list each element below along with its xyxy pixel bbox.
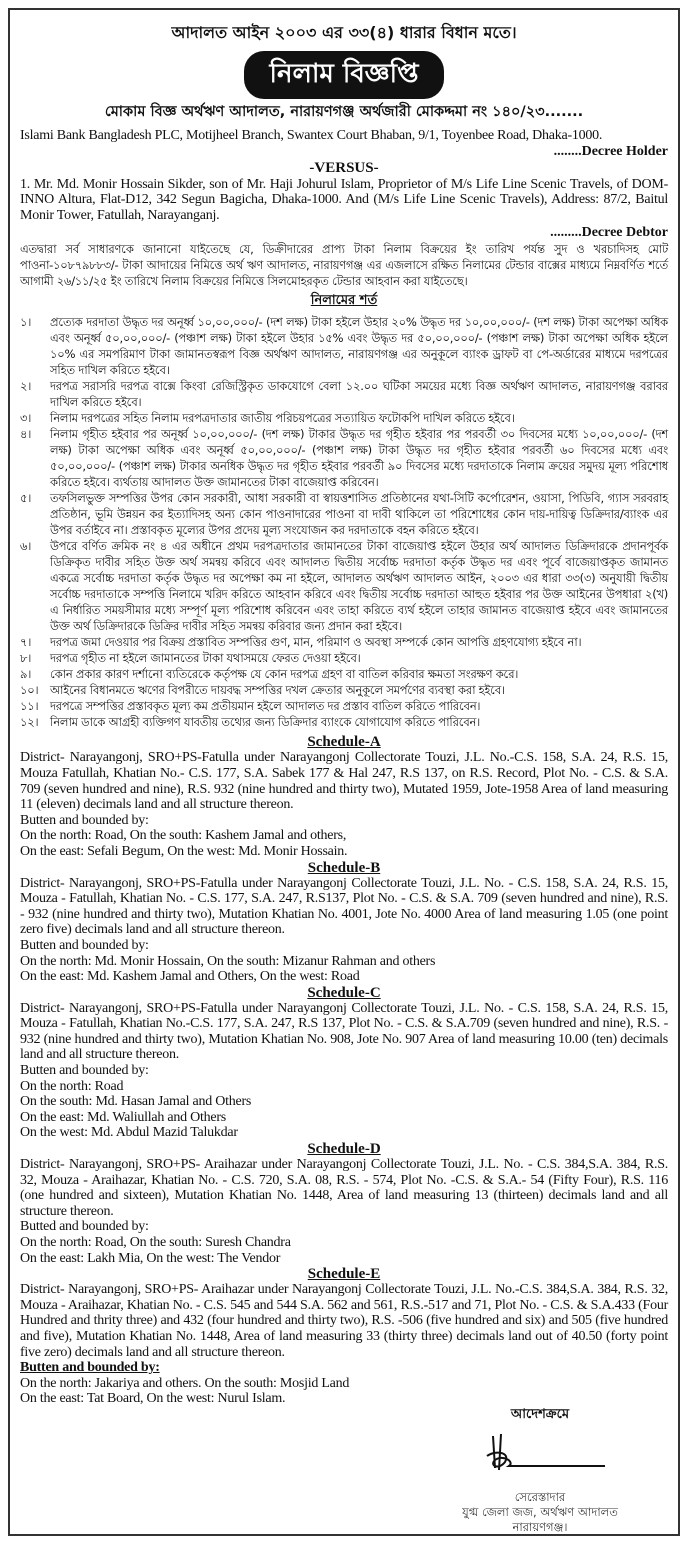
signature-block [430, 1405, 650, 1535]
condition-number: ৮। [20, 651, 32, 666]
boundary-line: On the east: Sefali Begum, On the west: Md. Monir Hossain. [20, 843, 348, 859]
condition-number: ৩। [20, 411, 32, 426]
condition-text: প্রত্যেক দরদাতা উদ্ধৃত দর অনূর্ধ্ব ১০,০০,০০০/- (দশ লক্ষ) টাকা হইলে উহার ২০% উদ্ধৃত দর ১০,০০,০০০/- (দশ লক্ষ) টাকা অপেক্ষা অধিক এবং অনূর্ধ্ব ৫০,০০,০০০/- (পঞ্চাশ লক্ষ) টাকা হইলে উহার ১৫% এবং উদ্ধৃত দর ৫০,০০,০০০/- (পঞ্চাশ লক্ষ) টাকা অপেক্ষা অধিক হইলে ১০% এর সমপরিমাণ টাকা জামানতস্বরূপ বিজ্ঞ অর্থঋণ আদালত, নারায়ণগঞ্জ এর অনুকূলে ব্যাংক ড্রাফট বা পে-অর্ডারের মাধ্যমে দরপত্রের সহিত দাখিল করিতে হইবে। [50, 315, 668, 378]
decree-holder: Islami Bank Bangladesh PLC, Motijheel Branch, Swantex Court Bhaban, 9/1, Toyenbee Road, Dhaka-1000. [20, 128, 603, 143]
legal-basis-line: আদালত আইন ২০০৩ এর ৩৩(৪) ধারার বিধান মতে। [171, 23, 517, 42]
bounded-by-label: Butten and bounded by: [20, 1063, 149, 1079]
condition-text: আইনের বিধানমতে ঋণের বিপরীতে দায়বদ্ধ সম্পত্তির দখল ক্রেতার অনুকূলে সমর্পণের ব্যবস্থা করা হইবে। [50, 683, 505, 698]
condition-text: উপরে বর্ণিত ক্রমিক নং ৪ এর অধীনে প্রথম দরপত্রদাতার জামানতের টাকা বাজেয়াপ্ত হইলে উহার অর্থ আদালত ডিক্রিদারকে প্রদানপূর্বক ডিক্রিকৃত দাবীর সহিত উক্ত অর্থ সমন্বয় করিবে এবং আদালত দ্বিতীয় সর্বোচ্চ দরদাতা কর্তৃক উদ্ধৃত দর এবং পূর্বে বাজেয়াপ্তকৃত জামানত একত্রে সর্বোচ্চ দরদাতা কর্তৃক উদ্ধৃত দর অপেক্ষা কম না হইলে, আদালত অর্থঋণ আদালত আইন, ২০০৩ এর ধারা ৩৩(৩) অনুযায়ী দ্বিতীয় সর্বোচ্চ দরদাতাকে সম্পত্তি নিলামে খরিদ করিতে আহবান করিবে এবং দ্বিতীয় সর্বোচ্চ দরদাতা আহুত হইবার পর উক্ত আইনের উপধারা ২(খ) এ নির্ধারিত সময়সীমার মধ্যে সম্পূর্ণ মূল্য পরিশোধ করিবেন এবং তাহা করিতে ব্যর্থ হইলে তাহার জামানত বাজেয়াপ্ত হইবে এবং জামানতের উক্ত অর্থ ডিক্রিদারকে ডিক্রির দাবীর সহিত সমন্বয় করিবার জন্য প্রদান করা হইবে। [50, 539, 668, 634]
schedule-description: District- Narayangonj, SRO+PS-Fatulla under Narayangonj Collectorate Touzi, J.L. No.-C.S. 158, S.A. 24, R.S. 15, Mouza Fatullah, Khatian No.- C.S. 177, S.A. Sabek 177 & Hal 247, R.S 137, on R.S. Record, Plot No. - C.S. & S.A. 709 (seven hundred and nine), R.S. 932 (nine hundred and thirty two), Mutated 1959, Jote-1958 Area of land measuring 11 (eleven) decimals land and all structure thereon. [20, 750, 668, 813]
condition-text: নিলাম গৃহীত হইবার পর অনূর্ধ্ব ১০,০০,০০০/- (দশ লক্ষ) টাকার উদ্ধৃত দর গৃহীত হইবার পর পরবর্তী ৩০ দিবসের মধ্যে ১০,০০,০০০/- (দশ লক্ষ) টাকা অপেক্ষা অধিক এবং অনূর্ধ্ব ৫০,০০,০০০/- (পঞ্চাশ লক্ষ) টাকা উদ্ধৃত দর গৃহীত হইবার পরবর্তী ৬০ দিবসের মধ্যে এবং ৫০,০০,০০০/- (পঞ্চাশ লক্ষ) টাকার অনধিক উদ্ধৃত দর গৃহীত হইবার পরবর্তী ৯০ দিবসের মধ্যে দরদাতাকে নিলাম ক্রয়ের সমুদয় মূল্য পরিশোধ করিতে হইবে। ব্যর্থতায় আদালত উক্ত জামানতের টাকা বাজেয়াপ্ত করিবেন। [50, 427, 668, 490]
boundary-line: On the north: Road, On the south: Kashem Jamal and others, [20, 828, 347, 844]
condition-number: ১১। [20, 699, 39, 714]
bounded-by-label: Butten and bounded by: [20, 1360, 160, 1376]
condition-number: ৫। [20, 491, 32, 506]
conditions-title: নিলামের শর্ত [310, 293, 378, 309]
schedule-d [20, 1141, 668, 1266]
condition-number: ৬। [20, 539, 32, 554]
schedule-a [20, 734, 668, 859]
condition-item [20, 378, 668, 410]
schedule-title: Schedule-D [307, 1141, 381, 1158]
condition-text: তফসিলভুক্ত সম্পত্তির উপর কোন সরকারী, আধা সরকারী বা স্বায়ত্তশাসিত প্রতিষ্ঠানের যথা-সিটি কর্পোরেশন, ওয়াসা, পিডিবি, গ্যাস সরবরাহ প্রতিষ্ঠান, ভূমি উন্নয়ন কর ইত্যাদিসহ অন্য কোন পাওনাদারের পাওনা বা দাবী থাকিলে তা পরিশোধের কোন দায়-দায়িত্ব ডিক্রিদার/ব্যাংক এর উপর বর্তাইবে না। প্রস্তাবকৃত মূল্যের উপর প্রদেয় মূল্য সংযোজন কর দরদাতাকে বহন করিতে হইবে। [50, 491, 668, 538]
versus-label: -VERSUS- [309, 159, 379, 176]
condition-item [20, 538, 668, 634]
decree-debtor: 1. Mr. Md. Monir Hossain Sikder, son of Mr. Haji Johurul Islam, Proprietor of M/s Life Line Scenic Travels, of DOM-INNO Altura, Flat-D12, 342 Segun Bagicha, Dhaka-1000. And (M/s Life Line Scenic Travels), Address: 87/2, Baitul Monir Tower, Fatullah, Narayanganj. [20, 176, 668, 223]
signature-icon [465, 1432, 615, 1476]
schedules [20, 734, 668, 1407]
condition-text: দরপত্র গৃহীত না হইলে জামানতের টাকা যথাসময়ে ফেরত দেওয়া হইবে। [50, 651, 361, 666]
condition-item [20, 682, 668, 698]
case-line: মোকাম বিজ্ঞ অর্থঋণ আদালত, নারায়ণগঞ্জ অর্থজারী মোকদ্দমা নং ১৪০/২৩....... [104, 104, 584, 120]
boundary-line: On the north: Jakariya and others. On the south: Mosjid Land [20, 1375, 350, 1391]
designation: সেরেস্তাদার [514, 1490, 566, 1504]
schedule-c [20, 985, 668, 1141]
schedule-description: District- Narayangonj, SRO+PS- Araihazar under Narayangonj Collectorate Touzi, J.L. No.-C.S. 384,S.A. 384, R.S. 32, Mouza - Araihazar, Khatian No. - C.S. 545 and 544 S.A. 562 and 561, R.S.-517 and 71, Plot No. - C.S. & S.A.433 (Four Hundred and thrity three) and 432 (four hundred and thirty two), R.S. -506 (five hundred and six) and 505 (five hundred and five), Mutation Khatian No. 1448, Area of land measuring 33 (thirty three) decimals land out of 40.50 (forty point five zero) decimals land and all structure thereon. [20, 1282, 668, 1360]
schedule-title: Schedule-A [307, 734, 381, 751]
boundary-line: On the north: Road [20, 1078, 124, 1094]
schedule-title: Schedule-B [307, 859, 381, 876]
boundary-line: On the east: Tat Board, On the west: Nurul Islam. [20, 1391, 286, 1407]
boundary-line: On the east: Lakh Mia, On the west: The Vendor [20, 1250, 281, 1266]
condition-number: ১২। [20, 715, 39, 730]
bounded-by-label: Butten and bounded by: [20, 937, 149, 953]
condition-number: ১০। [20, 683, 39, 698]
notice-paragraph: এতদ্বারা সর্ব সাধারণকে জানানো যাইতেছে যে, ডিক্রীদারের প্রাপ্য টাকা নিলাম বিক্রয়ের ইং তারিখ পর্যন্ত সুদ ও খরচাদিসহ মোট পাওনা-১০৮৭৯৮৮৩/- টাকা আদায়ের নিমিত্তে অর্থ ঋণ আদালত, নারায়ণগঞ্জ এর এজলাসে রক্ষিত নিলামের টেন্ডার বাক্সের মাধ্যমে নিম্নবর্ণিত শর্তে আগামী ২৬/১১/২৫ ইং তারিখে নিলাম বিক্রয়ের নিমিত্তে সিলমোহরকৃত টেন্ডার আহবান করা যাইতেছে। [20, 242, 668, 289]
boundary-line: On the east: Md. Kashem Jamal and Others, On the west: Road [20, 969, 360, 985]
condition-number: ৭। [20, 635, 32, 650]
condition-number: ৯। [20, 667, 32, 682]
condition-item [20, 666, 668, 682]
boundary-line: On the north: Road, On the south: Suresh Chandra [20, 1235, 291, 1250]
bounded-by-label: Butted and bounded by: [20, 1219, 149, 1235]
condition-item [20, 314, 668, 378]
place: নারায়ণগঞ্জ। [512, 1520, 568, 1534]
schedule-description: District- Narayangonj, SRO+PS- Araihazar under Narayangonj Collectorate Touzi, J.L. No. - C.S. 384,S.A. 384, R.S. 32, Mouza - Araihazar, Khatian No. - C.S. 720, S.A. 08, R.S. - 574, Plot No. -C.S. & S.A.- 54 (Fifty Four), R.S. 116 (one hundred and sixteen), Mutation Khatian No. 1448, Area of land measuring 13 (thirteen) decimals land and all structure thereon. [20, 1157, 668, 1219]
boundary-line: On the east: Md. Waliullah and Others [20, 1109, 226, 1125]
conditions-list [20, 314, 668, 730]
condition-number: ৪। [20, 427, 32, 442]
condition-text: দরপত্রে সম্পত্তির প্রস্তাবকৃত মূল্য কম প্রতীয়মান হইলে আদালত দর প্রস্তাব বাতিল করিতে পারিবেন। [50, 699, 481, 714]
condition-text: নিলাম ডাকে আগ্রহী ব্যক্তিগণ যাবতীয় তথ্যের জন্য ডিক্রিদার ব্যাংকে যোগাযোগ করিতে পারিবেন। [50, 715, 480, 730]
condition-text: দরপত্র সরাসরি দরপত্র বাক্সে কিংবা রেজিস্ট্রিকৃত ডাকযোগে বেলা ১২.০০ ঘটিকা সময়ের মধ্যে বিজ্ঞ অর্থঋণ আদালত, নারায়ণগঞ্জ বরাবর দাখিল করিতে হইবে। [50, 379, 668, 410]
condition-text: দরপত্র জমা দেওয়ার পর বিক্রয় প্রস্তাবিত সম্পত্তির গুণ, মান, পরিমাণ ও অবস্থা সম্পর্কে কোন আপত্তি গ্রহণযোগ্য হইবে না। [50, 635, 582, 650]
decree-debtor-label: .........Decree Debtor [550, 225, 668, 241]
schedule-description: District- Narayangonj, SRO+PS-Fatulla under Narayangonj Collectorate Touzi, J.L. No. - C.S. 158, S.A. 24, R.S. 15, Mouza - Fatullah, Khatian No. - C.S. 177, S.A. 247, R.S137, Plot No. - C.S. & S.A. 709 (seven hundred and nine), R.S. - 932 (nine hundred and thirty two), Mutation Khatian No. 4001, Jote No. 4000 Area of land measuring 1.05 (one point zero five) decimals land and all structure thereon. [20, 875, 668, 938]
auction-notice [8, 8, 680, 1536]
office: যুগ্ম জেলা জজ, অর্থঋণ আদালত [462, 1505, 618, 1519]
bounded-by-label: Butten and bounded by: [20, 812, 149, 828]
notice-title: নিলাম বিজ্ঞপ্তি [244, 51, 445, 99]
condition-text: নিলাম দরপত্রের সহিত নিলাম দরপত্রদাতার জাতীয় পরিচয়পত্রের সত্যায়িত ফটোকপি দাখিল করিতে হইবে। [50, 411, 515, 426]
schedule-title: Schedule-C [307, 984, 381, 1001]
condition-number: ২। [20, 379, 32, 394]
condition-item [20, 650, 668, 666]
condition-text: কোন প্রকার কারণ দর্শানো ব্যতিরেকে কর্তৃপক্ষ যে কোন দরপত্র গ্রহণ বা বাতিল করিবার ক্ষমতা সংরক্ষণ করে। [50, 667, 519, 682]
condition-item [20, 634, 668, 650]
schedule-description: District- Narayangonj, SRO+PS-Fatulla under Narayangonj Collectorate Touzi, J.L. No. - C.S. 158, S.A. 24, R.S. 15, Mouza - Fatullah, Khatian No.-C.S. 177, S.A. 247, R.S 137, Plot No. - C.S. & S.A.709 (seven hundred and nine), R.S. - 932 (nine hundred and thirty two), Mutation Khatian No. 908, Jote No. 907 Area of land measuring 10.00 (ten) decimals land and all structure thereon. [20, 1000, 668, 1063]
decree-holder-label: ........Decree Holder [553, 143, 668, 159]
boundary-line: On the west: Md. Abdul Mazid Talukdar [20, 1125, 238, 1141]
condition-item [20, 490, 668, 538]
condition-item [20, 714, 668, 730]
condition-item [20, 410, 668, 426]
schedule-b [20, 860, 668, 985]
condition-item [20, 698, 668, 714]
boundary-line: On the south: Md. Hasan Jamal and Others [20, 1094, 252, 1110]
schedule-title: Schedule-E [307, 1266, 381, 1283]
condition-number: ১। [20, 315, 32, 330]
condition-item [20, 426, 668, 490]
schedule-e [20, 1266, 668, 1407]
by-order-label: আদেশক্রমে [510, 1407, 570, 1422]
boundary-line: On the north: Md. Monir Hossain, On the south: Mizanur Rahman and others [20, 953, 436, 969]
